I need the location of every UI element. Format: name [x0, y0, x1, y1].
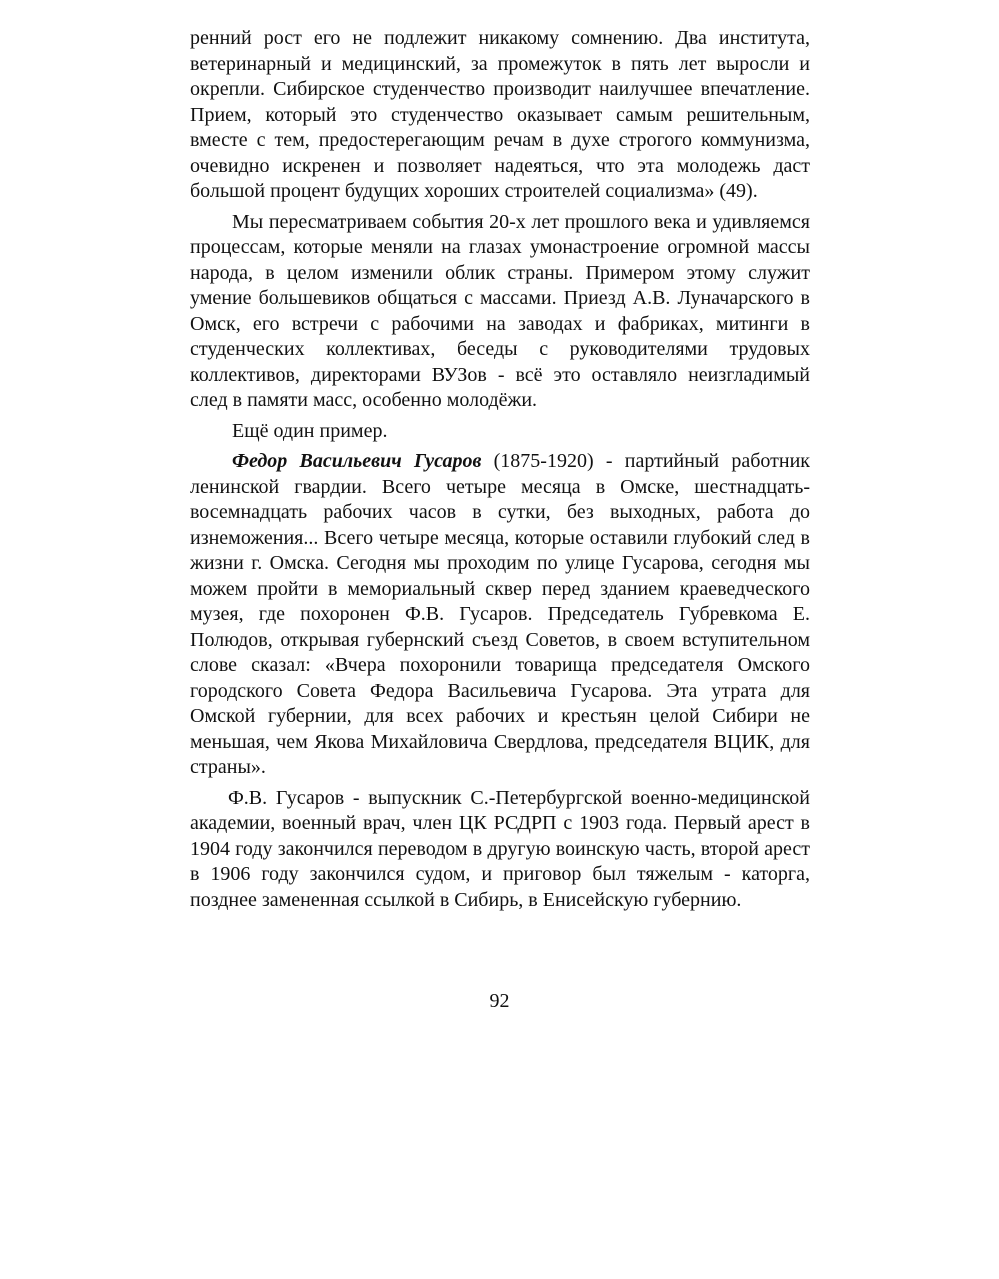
- paragraph-example: Ещё один пример.: [232, 419, 388, 442]
- body-text: [190, 26, 810, 918]
- page-number: 92: [489, 990, 510, 1012]
- paragraph-biography: Ф.В. Гусаров - выпускник С.-Петербургской военно-медицинской академии, военный врач, член ЦК РСДРП с 1903 года. Первый арест в 1904 году закончился переводом в другую воинскую часть, второй арест в 1906 году закончился судом, и приговор был тяжелым - каторга, позднее замененная ссылкой в Сибирь, в Енисейскую губернию.: [190, 786, 810, 911]
- paragraph-quote-end: ренний рост его не подлежит никакому сомнению. Два института, ветеринарный и медицинский, за промежуток в пять лет выросли и окрепли. Сибирское студенчество производит наилучшее впечатление. Прием, который это студенчество оказывает самым решительным, вместе с тем, предостерегающим речам в духе строгого коммунизма, очевидно искренен и позволяет надеяться, что эта молодежь даст большой процент будущих хороших строителей социализма» (49).: [190, 27, 810, 202]
- person-name: Федор Васильевич Гусаров: [232, 450, 482, 472]
- paragraph-lunacharsky: Мы пересматриваем события 20-х лет прошлого века и удивляемся процессам, которые меняли на глазах умонастроение огромной массы народа, в целом изменили облик страны. Примером этому служит умение большевиков общаться с массами. Приезд А.В. Луначарского в Омск, его встречи с рабочими на заводах и фабриках, митинги в студенческих коллективах, беседы с руководителями трудовых коллективов, директорами ВУЗов - всё это оставляло неизгладимый след в памяти масс, особенно молодёжи.: [190, 210, 810, 411]
- paragraph-gusarov: [190, 449, 810, 781]
- paragraph-gusarov-text: (1875-1920) - партийный работник ленинской гвардии. Всего четыре месяца в Омске, шестнадцать-восемнадцать рабочих часов в сутки, без выходных, работа до изнеможения... Всего четыре месяца, которые оставили глубокий след в жизни г. Омска. Сегодня мы проходим по улице Гусарова, сегодня мы можем пройти в мемориальный сквер перед зданием краеведческого музея, где похоронен Ф.В. Гусаров. Председатель Губревкома Е. Полюдов, открывая губернский съезд Советов, в своем вступительном слове сказал: «Вчера похоронили товарища председателя Омского городского Совета Федора Васильевича Гусарова. Эта утрата для Омской губернии, для всех рабочих и крестьян целой Сибири не меньшая, чем Якова Михайловича Свердлова, председателя ВЦИК, для страны».: [190, 450, 811, 778]
